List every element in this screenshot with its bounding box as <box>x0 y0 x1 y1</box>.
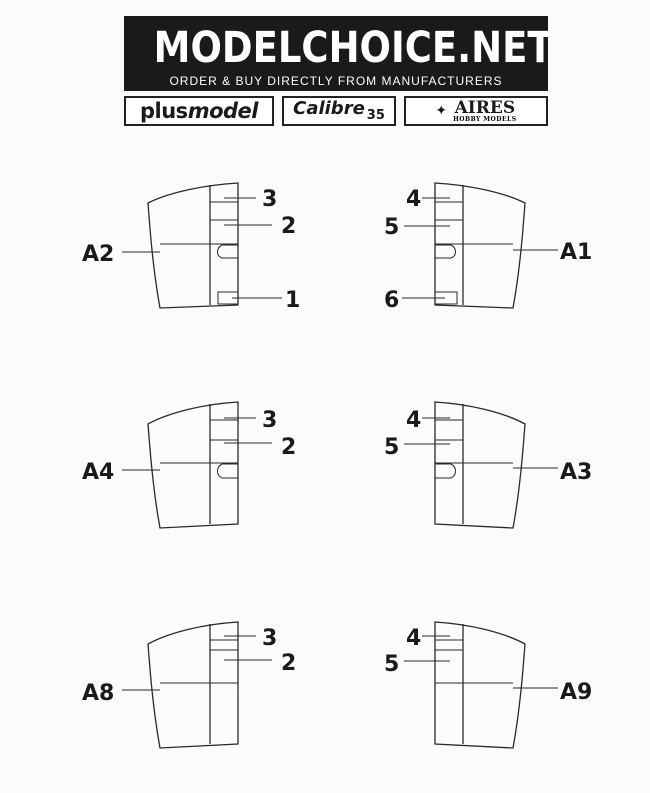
label-n4-r3: 4 <box>406 626 422 651</box>
part-a3-diagram <box>404 402 558 528</box>
plusmodel-plus: plus <box>140 99 188 123</box>
label-a4: A4 <box>82 460 115 485</box>
label-a1: A1 <box>560 240 593 265</box>
label-n3-r2: 3 <box>262 408 278 433</box>
label-n2-r1: 2 <box>281 214 297 239</box>
banner-title: MODELCHOICE.NET <box>153 23 553 73</box>
aires-stars-icon: ✦ <box>435 103 448 119</box>
label-a3: A3 <box>560 460 593 485</box>
plusmodel-model: model <box>187 99 258 123</box>
part-a8-diagram <box>122 622 272 748</box>
label-a8: A8 <box>82 681 115 706</box>
label-n2-r3: 2 <box>281 651 297 676</box>
calibre-number: 35 <box>366 107 385 123</box>
label-n2-r2: 2 <box>281 435 297 460</box>
label-n3-r1: 3 <box>262 187 278 212</box>
label-n5-r3: 5 <box>384 652 400 677</box>
label-n5-r1: 5 <box>384 215 400 240</box>
label-n4-r1: 4 <box>406 187 422 212</box>
label-n3-r3: 3 <box>262 626 278 651</box>
part-a1-diagram <box>402 183 558 308</box>
part-a9-diagram <box>404 622 558 748</box>
label-n6: 6 <box>384 288 400 313</box>
calibre-word: Calibre <box>293 97 365 119</box>
label-n4-r2: 4 <box>406 408 422 433</box>
label-a2: A2 <box>82 242 115 267</box>
banner-tagline: ORDER & BUY DIRECTLY FROM MANUFACTURERS <box>169 74 503 88</box>
label-n1: 1 <box>285 288 301 313</box>
aires-word: AIRES <box>454 97 516 118</box>
label-n5-r2: 5 <box>384 435 400 460</box>
label-a9: A9 <box>560 680 593 705</box>
part-a4-diagram <box>122 402 272 528</box>
aires-subtitle: HOBBY MODELS <box>453 115 517 123</box>
part-a2-diagram <box>122 183 282 308</box>
